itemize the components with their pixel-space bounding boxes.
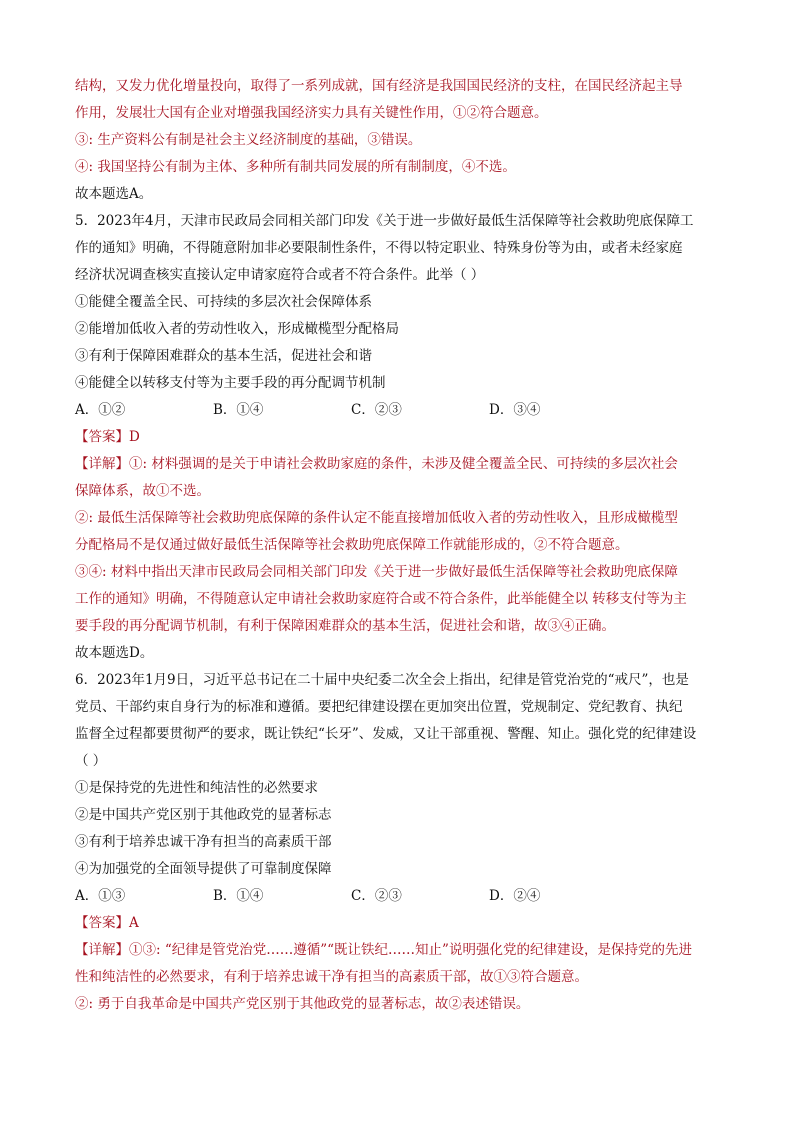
option-b: B．①④ <box>213 402 264 418</box>
question-5-detail: 【详解】①: 材料强调的是关于申请社会救助家庭的条件，未涉及健全覆盖全民、可持续的多层次社会 <box>75 456 678 472</box>
question-5-answer: 【答案】D <box>75 429 140 445</box>
question-5-statement: ①能健全覆盖全民、可持续的多层次社会保障体系 <box>75 294 372 310</box>
text-line: 结构，又发力优化增量投向，取得了一系列成就，国有经济是我国国民经济的支柱，在国民经济起主导 <box>75 78 683 94</box>
question-6-detail: 【详解】①③: “纪律是管党治党……遵循”“既让铁纪……知止”说明强化党的纪律建设，是保持党的先进 <box>75 942 692 958</box>
question-5-detail: 分配格局不是仅通过做好最低生活保障等社会救助兜底保障工作就能形成的，②不符合题意。 <box>75 537 629 553</box>
option-c: C．②③ <box>351 888 402 904</box>
text-line: 作用，发展壮大国有企业对增强我国经济实力具有关键性作用，①②符合题意。 <box>75 105 548 121</box>
option-a: A．①③ <box>75 888 126 904</box>
question-6-stem: 监督全过程都要贯彻严的要求，既让铁纪“长牙”、发威，又让干部重视、警醒、知止。强化党的纪律建设 <box>75 726 697 742</box>
question-6-statement: ②是中国共产党区别于其他政党的显著标志 <box>75 807 332 823</box>
question-6-statement: ①是保持党的先进性和纯洁性的必然要求 <box>75 780 318 796</box>
question-6-options <box>75 883 725 910</box>
question-5-stem: 作的通知》明确，不得随意附加非必要限制性条件，不得以特定职业、特殊身份等为由，或者未经家庭 <box>75 240 683 256</box>
question-6-statement: ④为加强党的全面领导提供了可靠制度保障 <box>75 861 332 877</box>
question-6-detail: 性和纯洁性的必然要求，有利于培养忠诚干净有担当的高素质干部，故①③符合题意。 <box>75 969 588 985</box>
question-5-options <box>75 397 725 424</box>
option-b: B．①④ <box>213 888 264 904</box>
question-6-detail: ②: 勇于自我革命是中国共产党区别于其他政党的显著标志，故②表述错误。 <box>75 996 530 1012</box>
option-d: D．③④ <box>489 402 541 418</box>
question-5-stem: 5．2023年4月，天津市民政局会同相关部门印发《关于进一步做好最低生活保障等社会救助兜底保障工 <box>75 213 694 229</box>
question-5-stem: 经济状况调查核实直接认定申请家庭符合或者不符合条件。此举（ ） <box>75 267 485 283</box>
question-5-statement: ②能增加低收入者的劳动性收入，形成橄榄型分配格局 <box>75 321 399 337</box>
question-5-detail: 要手段的再分配调节机制，有利于保障困难群众的基本生活，促进社会和谐，故③④正确。 <box>75 618 615 634</box>
question-5-detail: 保障体系，故①不选。 <box>75 483 210 499</box>
document-page <box>75 73 725 1018</box>
question-5-statement: ③有利于保障困难群众的基本生活，促进社会和谐 <box>75 348 372 364</box>
question-6-answer: 【答案】A <box>75 915 139 931</box>
question-6-stem: 6．2023年1月9日，习近平总书记在二十届中央纪委二次全会上指出，纪律是管党治党的“戒尺”，也是 <box>75 672 689 688</box>
question-6-stem: （ ） <box>75 753 107 769</box>
question-5-detail: ②: 最低生活保障等社会救助兜底保障的条件认定不能直接增加低收入者的劳动性收入，且形成橄榄型 <box>75 510 678 526</box>
question-5-conclusion: 故本题选D。 <box>75 645 154 661</box>
conclusion-line: 故本题选A。 <box>75 186 153 202</box>
question-6-stem: 党员、干部约束自身行为的标准和遵循。要把纪律建设摆在更加突出位置，党规制定、党纪教育、执纪 <box>75 699 683 715</box>
option-a: A．①② <box>75 402 126 418</box>
option-d: D．②④ <box>489 888 541 904</box>
question-5-statement: ④能健全以转移支付等为主要手段的再分配调节机制 <box>75 375 386 391</box>
question-6-statement: ③有利于培养忠诚干净有担当的高素质干部 <box>75 834 332 850</box>
question-5-detail: ③④: 材料中指出天津市民政局会同相关部门印发《关于进一步做好最低生活保障等社会救助兜底保障 <box>75 564 678 580</box>
text-line: ③: 生产资料公有制是社会主义经济制度的基础，③错误。 <box>75 132 422 148</box>
text-line: ④: 我国坚持公有制为主体、多种所有制共同发展的所有制制度，④不选。 <box>75 159 516 175</box>
option-c: C．②③ <box>351 402 402 418</box>
question-5-detail: 工作的通知》明确，不得随意认定申请社会救助家庭符合或不符合条件，此举能健全以 转移支付等为主 <box>75 591 687 607</box>
